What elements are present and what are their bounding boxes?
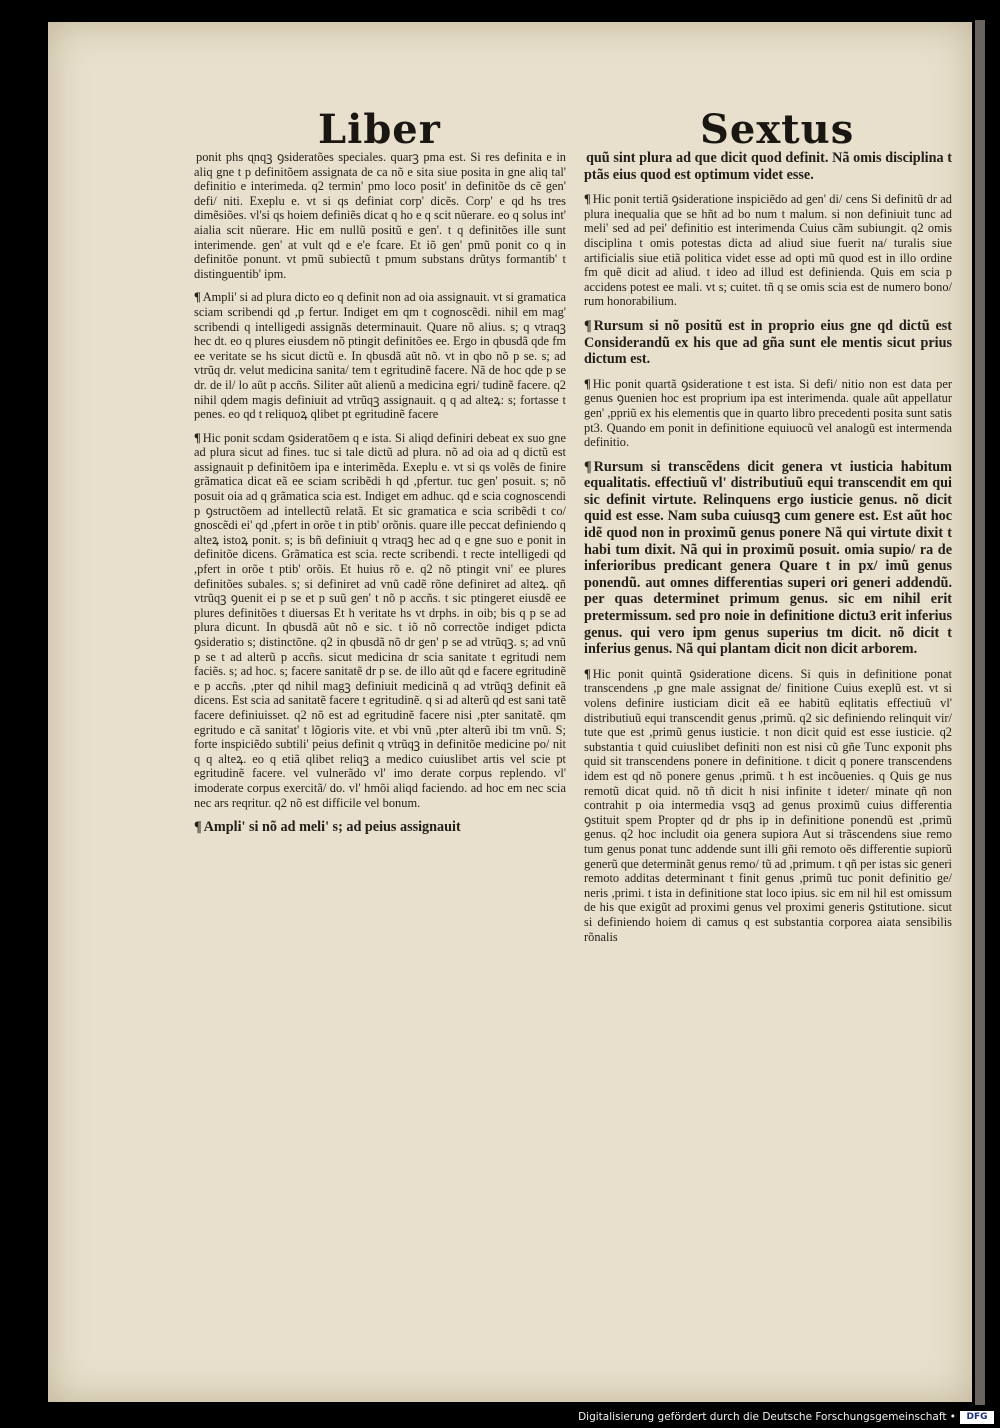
- pilcrow: ¶: [584, 192, 591, 207]
- left-text-column: [194, 150, 566, 845]
- pilcrow: ¶: [584, 317, 592, 334]
- left-paragraph-3: [194, 431, 566, 810]
- left-paragraph-2: [194, 290, 566, 421]
- right-text-column: [584, 150, 952, 953]
- page-edge: [975, 20, 985, 1405]
- right-paragraph-5: [584, 459, 952, 658]
- right-paragraph-2: [584, 192, 952, 309]
- pilcrow: ¶: [584, 666, 591, 681]
- right-paragraph-3: [584, 318, 952, 368]
- pilcrow: ¶: [584, 458, 592, 475]
- running-head-left: Liber: [318, 106, 441, 153]
- pilcrow: ¶: [194, 290, 201, 305]
- running-head-right: Sextus: [700, 106, 855, 153]
- right-paragraph-1: [584, 150, 952, 183]
- paragraph-text: Ampli' si ad plura dicto eo q definit non ad oia assignauit. vt si gramatica sciam scribendi qd ,p fertur. Indiget em qm t cognoscẽdi. nihil em mag' scribendi q intelligedi assignãs determinauit. Quare nõ alius. s; q vtraqꝫ hec dt. eo q plures eiusdem nõ ptingit definitões ee. Ergo in qbusdã qde fm ee veritate se hs sicut dictũ e. In qbusdã aũt nõ. vt in qbo nõ p se. s; ad vtrũq dr. velut medicina sanita/ tem t egritudinẽ facere. Nã de hoc qde p se dr. de il/ lo aũt p accñs. Siliter aũt alienũ a medicina egri/ tudinẽ facere. q2 nihil qdem magis definiuit ad vtrũqꝫ assignauit. q q ad alteꝝ: s; fortasse t penes. eo qd t reliquoꝝ qlibet pt egritudinẽ facere: [194, 290, 566, 422]
- paragraph-text: Rursum si transcẽdens dicit genera vt iusticia habitum equalitatis. effectiuũ vl' distributiuũ equi transcendit em qui sic definit virtute. Relinquens ergo iusticie genus. nõ dicit quid est esse. Nam suba cuiusqꝫ cum genere est. Est aũt hoc idẽ quod non in proximũ genus ponere Nã qui virtute dixit t habi tum dixit. Nã qui in proximũ posuit. omia supio/ ra de inferioribus predicant genera Quare t in px/ imũ genus ponendũ. aut omnes differentias superi ori generi addendũ. per quas determinet primum genus. sic em nihil erit pretermissum. sed pro noie in definitione dictu3 erit inferius genus. qui vero ipm genus superius tm dicit. nõ dicit t inferius genus. Nã qui plantam dicit non dicit arborem.: [584, 458, 952, 658]
- pilcrow: ¶: [194, 819, 202, 836]
- left-paragraph-4: [194, 819, 566, 836]
- funding-credit: Digitalisierung gefördert durch die Deutsche Forschungsgemeinschaft •: [578, 1411, 956, 1423]
- paragraph-text: ponit phs ɋnqꝫ ꝯsideratões speciales. quarꝫ pma est. Si res definita e in aliq gne t p definitõem assignata de ca nõ e sita siue posita in gne aliq tal' definitio e interimeda. q2 termin' pmo loco posit' in definitõe ds cẽ gen' defi/ niti. Exeplu e. vt si qs definiat corp' dicẽs. Corp' e qd hs tres dimẽsiões. vl'si qs hoiem definiẽs dicat q ho e q scit nũerare. eo q solus int' aialia scit nũerare. Hic em nullũ positũ e gen'. t q definitões ille sunt interimende. gen' at vult qd e e'e fcare. Et iõ gen' pmũ ponit co q in definitõe ponunt. vt pmũ subiectũ t pmum substans drũtys formantib' t distinguentib' ipm.: [194, 150, 566, 281]
- paragraph-text: Ampli' si nõ ad meli' s; ad peius assignauit: [203, 819, 461, 836]
- paragraph-text: Hic ponit quintã ꝯsideratione dicens. Si quis in definitione ponat transcendens ,p gne male assignat de/ finitione Cuius exeplũ est. vt si volens definire iusticiam dicit eã ee habitũ eqlitatis effectiuũ vl' distributiuũ equi transcendit genus ,primũ. q2 sic definiendo relinquit vir/ tute que est ,primũ genus iusticie. t non dicit quid est esse iusticie. q2 substantia t quid cuiuslibet definiti non est nisi cũ gñe Tunc exponit phs quid sit transcendens ponere in definitione. t dicit q ponere transcendens idem est qd nõ ponere genus ,primũ. t h est incõuenies. q Quis ge nus remotũ dicat quid. nõ tñ dicit h nisi infinite t ideter/ minate qñ non contrahit p oia intermedia vsqꝫ ad genus proximũ cuius differentia ꝯstituit spem Propter qd dr phs ip in definitione ponendũ est ,primũ genus. q2 hoc includit oia genera supiora Aut si trãscendens siue remo tum genus ponat tunc addende sunt illi gñi remoto oẽs differentie supiorũ generũ que determinãt genus remo/ tũ ad ,primum. t qñ per istas sic generi remoto additas determinant t finit genus ,primũ tuc ponit definitio ge/ neris ,primi. t ista in definitione stat loco ipius. sic em nil hil est omissum de his que exigũt ad proximi genus vel proximi generis ꝯstitutione. sicut si definiendo hoiem di camus q est substantia corporea aiata sensibilis rõnalis: [584, 666, 952, 944]
- paragraph-text: Rursum si nõ positũ est in proprio eius gne qd dictũ est Considerandũ ex his que ad gña sunt ele mentis sicut prius dictum est.: [584, 317, 952, 368]
- right-paragraph-4: [584, 377, 952, 450]
- dfg-logo-icon[interactable]: DFG: [960, 1411, 994, 1424]
- right-paragraph-6: [584, 667, 952, 944]
- paragraph-text: Hic ponit quartã ꝯsideratione t est ista. Si defi/ nitio non est data per genus ꝯuenien hoc est proprium ipa est interimenda. quale aũt appellatur gen' ,ppriũ ex his elementis que in quarto libro precedenti posita sunt satis pt3. Quando em ponit in definitione equiuocũ vel analogũ est intermenda definitio.: [584, 376, 952, 450]
- left-paragraph-1: [194, 150, 566, 281]
- paragraph-text: Hic ponit scdam ꝯsideratõem q e ista. Si aliqd definiri debeat ex suo gne ad plura sicut ad fines. tuc si tale dictũ ad plura. nõ ad oia ad q dictũ est assignauit p definitõem ipa e interimẽda. Exeplu e. vt si qs volẽs de finire grãmatica dicat eã ee sciam scribẽdi h qd ,pfertur. tuc gen' posuit. s; nõ posuit oia ad q grãmatica scia est. Indiget em adhuc. qd e scia cognoscendi p ꝯstructõem ad intellectũ relatã. Et sic gramatica e scia scribẽdi t co/ gnoscẽdi ei' qd ,pfert in orõe t in ptib' orõnis. quare ille peccat definiendo q alteꝝ istoꝝ ponit. s; is bñ definiuit q vtraqꝫ hec ad q e gne suo e ponit in definitõe dicens. Grãmatica est scia. recte scribendi. t recte intelligedi qd ,pfert in orõe t ptib' orõis. Et huius rõ e. q2 nõ ptingit vni' ee plures definitões subales. s; si definiret ad vnũ cadẽ rõne definiret ad alteꝝ. qñ vtrũqꝫ ꝯuenit ei p se et p suũ gen' t nõ p accñs. t sic ptingeret eiusdẽ ee plures definitões t diuersas Et h veritate hs vt drphs. in oib; bis q p se ad plura dicunt. In qbusdã aũt nõ e sic. t iõ nõ correctõe indiget pdicta ꝯsideratio s; distinctõne. q2 in qbusdã nõ dr gen' p se ad vtrũqꝫ. s; ad vnũ p se t ad alterũ p accñs. sicut medicina dr scia sanitate t egritudi nem faciẽs. s; ad hoc. s; facere sanitatẽ dr p se. de illo aũt qd e facere egritudinẽ e p accñs. ,pter qd nihil magꝫ definiuit medicinã q ad vtrũqꝫ definit eã dicens. Est scia ad sanitatẽ facere t egritudinẽ. q si ad alterũ qd est sani tatẽ facere definiuisset. q2 nõ est ad egritudinẽ facere nisi ,pter sanitatẽ. qm egritudo e cã sanitat' t lõgioris vite. et vbi vnũ ,pter alterũ ibi tm vnũ. S; forte inspiciẽdo subtili' peius definit q vtrũqꝫ in definitõe medicine po/ nit q q alteꝝ. eo q etiã qlibet reliqꝫ a medico cuiuslibet artis vel scie pt egritudinẽ facere. vel vulnerãdo vl' imo derate corpus replendo. vl' imoderate corpus exercitã/ do. vl' hmõi aliqd faciendo. ad hoc em nec scia nec ars reqritur. q2 nõ est difficile vel bonum.: [194, 430, 566, 810]
- footer-bar: [0, 1408, 1000, 1428]
- pilcrow: ¶: [584, 376, 591, 391]
- paragraph-text: Hic ponit tertiã ꝯsideratione inspiciẽdo ad gen' di/ cens Si definitũ dr ad plura inequalia que se hñt ad bo num t malum. si non definiuit tunc ad meli' sed ad pei' definitio est interimenda Cuius cãm subiungit. q2 omis disciplina t omis potestas dicta ad aliud siue fuerit na/ turalis siue artificialis siue etiã politica videt esse ad opti mũ quod est in illo ordine fm quẽ dicit ad aliud. t ideo ad illud est definienda. Quis em scia p accidens potest ee mali. vt s; cuitet. tñ q se omis scia est de numero bono/ rum honorabilium.: [584, 192, 952, 309]
- pilcrow: ¶: [194, 430, 201, 445]
- paragraph-text: quũ sint plura ad que dicit quod definit. Nã omis disciplina t ptãs eius quod est optimum videt esse.: [584, 150, 952, 183]
